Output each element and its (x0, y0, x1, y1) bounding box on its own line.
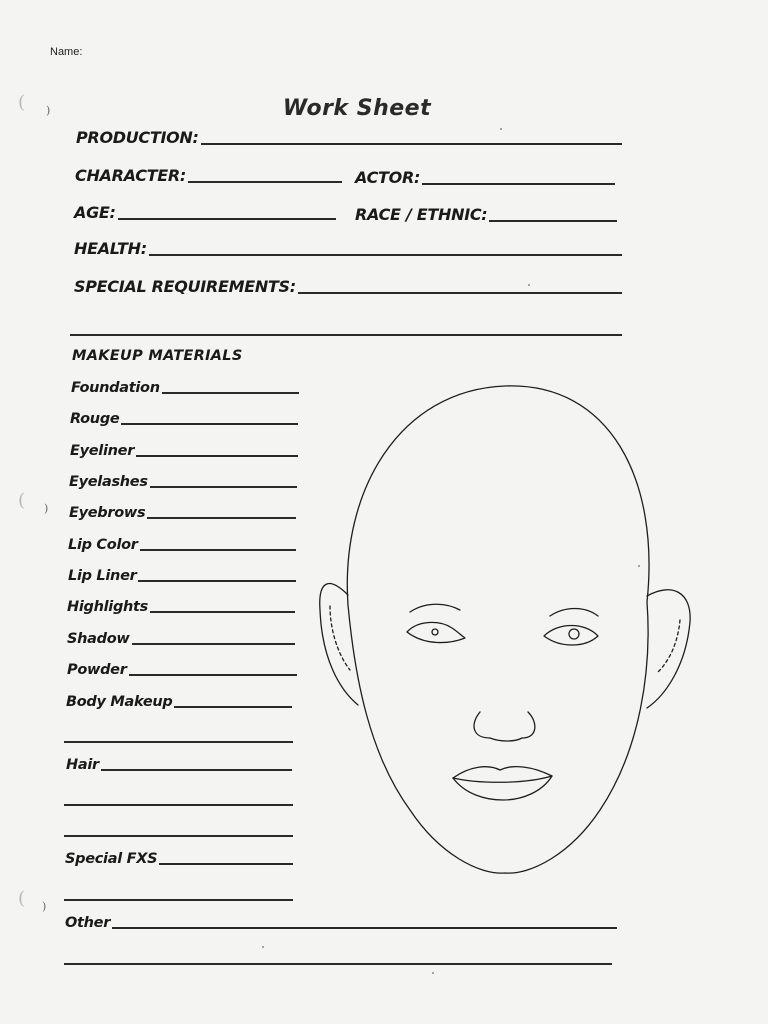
face-chart-illustration (300, 370, 700, 890)
character-line[interactable] (188, 181, 342, 183)
special-fxs-label: Special FXS (65, 851, 158, 867)
makeup-item-line[interactable] (147, 517, 296, 519)
race-ethnic-label: RACE / ETHNIC: (355, 205, 488, 224)
makeup-item-line[interactable] (162, 392, 299, 394)
makeup-item-highlights[interactable] (67, 599, 295, 616)
hair-field[interactable] (66, 757, 292, 774)
makeup-item-lip-color[interactable] (68, 537, 296, 554)
character-label: CHARACTER: (75, 166, 187, 185)
upper-lip (453, 767, 552, 778)
right-ear (647, 590, 690, 708)
other-line[interactable] (112, 927, 617, 929)
makeup-item-label: Lip Liner (68, 568, 137, 584)
makeup-item-label: Rouge (70, 411, 120, 427)
makeup-item-shadow[interactable] (67, 631, 295, 648)
makeup-materials-heading: MAKEUP MATERIALS (72, 348, 243, 364)
health-label: HEALTH: (74, 239, 147, 258)
makeup-item-label: Lip Color (68, 537, 138, 553)
makeup-item-body-makeup[interactable] (66, 694, 292, 711)
punch-hole-mark: ( (18, 490, 26, 511)
makeup-item-line[interactable] (140, 549, 296, 551)
makeup-item-line[interactable] (138, 580, 296, 582)
makeup-item-eyebrows[interactable] (69, 505, 296, 522)
makeup-item-eyeliner[interactable] (70, 443, 298, 460)
other-extra-line[interactable] (64, 963, 612, 965)
punch-hole-mark: ( (18, 92, 26, 113)
punch-hole-mark: ( (18, 888, 26, 909)
production-label: PRODUCTION: (76, 128, 199, 147)
makeup-item-label: Body Makeup (66, 694, 173, 710)
actor-field[interactable] (355, 168, 615, 188)
special-requirements-label: SPECIAL REQUIREMENTS: (74, 277, 296, 296)
age-line[interactable] (118, 218, 336, 220)
production-field[interactable] (76, 128, 622, 148)
health-field[interactable] (74, 239, 622, 259)
age-label: AGE: (74, 203, 116, 222)
hair-line[interactable] (101, 769, 292, 771)
special-requirements-field[interactable] (74, 277, 622, 297)
hair-label: Hair (66, 757, 99, 773)
special-requirements-extra-line[interactable] (70, 334, 622, 336)
left-eye (407, 622, 465, 642)
right-eye (544, 626, 598, 646)
scan-speck (432, 972, 434, 974)
makeup-item-line[interactable] (129, 674, 297, 676)
name-label: Name: (50, 46, 83, 58)
special-fxs-extra-line[interactable] (64, 899, 293, 901)
makeup-item-label: Shadow (67, 631, 130, 647)
health-line[interactable] (149, 254, 622, 256)
scan-speck (262, 946, 264, 948)
lip-line (453, 776, 552, 782)
race-ethnic-field[interactable] (355, 205, 617, 225)
makeup-item-line[interactable] (174, 706, 292, 708)
makeup-item-label: Foundation (71, 380, 160, 396)
race-ethnic-line[interactable] (489, 220, 617, 222)
makeup-item-label: Powder (67, 662, 127, 678)
hair-extra-line[interactable] (64, 835, 293, 837)
makeup-item-powder[interactable] (67, 662, 297, 679)
left-ear-inner (330, 606, 350, 670)
punch-hole-mark: ) (42, 900, 47, 913)
makeup-item-lip-liner[interactable] (68, 568, 296, 585)
left-eyebrow (410, 604, 460, 612)
body-makeup-extra-line[interactable] (64, 741, 293, 743)
special-fxs-field[interactable] (65, 851, 293, 868)
page-title: Work Sheet (282, 96, 432, 121)
makeup-item-line[interactable] (150, 611, 295, 613)
right-ear-inner (658, 620, 680, 672)
actor-label: ACTOR: (355, 168, 421, 187)
makeup-item-label: Highlights (67, 599, 149, 615)
production-line[interactable] (201, 143, 622, 145)
hair-extra-line[interactable] (64, 804, 293, 806)
makeup-item-line[interactable] (150, 486, 297, 488)
makeup-item-foundation[interactable] (71, 380, 299, 397)
makeup-item-line[interactable] (136, 455, 298, 457)
makeup-item-label: Eyelashes (69, 474, 148, 490)
actor-line[interactable] (422, 183, 615, 185)
makeup-item-label: Eyeliner (70, 443, 135, 459)
special-fxs-line[interactable] (159, 863, 293, 865)
makeup-item-label: Eyebrows (69, 505, 146, 521)
character-field[interactable] (75, 166, 342, 186)
punch-hole-mark: ) (44, 502, 49, 515)
nose (474, 712, 535, 741)
other-field[interactable] (65, 915, 617, 932)
special-requirements-line[interactable] (298, 292, 622, 294)
makeup-item-line[interactable] (132, 643, 296, 645)
left-pupil (432, 629, 438, 635)
age-field[interactable] (74, 203, 336, 223)
makeup-item-line[interactable] (121, 423, 298, 425)
makeup-item-eyelashes[interactable] (69, 474, 297, 491)
right-pupil (569, 629, 579, 639)
makeup-item-rouge[interactable] (70, 411, 298, 428)
right-eyebrow (550, 609, 598, 617)
punch-hole-mark: ) (46, 104, 51, 117)
other-label: Other (65, 915, 111, 931)
